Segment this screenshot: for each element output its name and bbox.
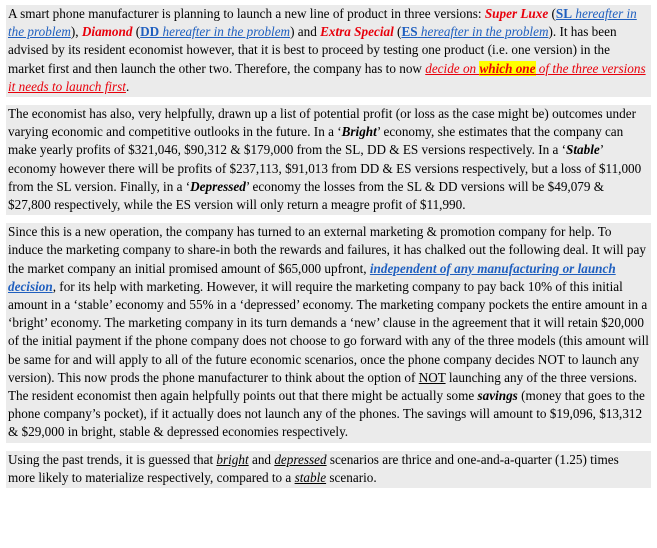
paragraph-probabilities <box>6 451 651 488</box>
not-term: NOT <box>418 369 446 385</box>
paragraph-marketing <box>6 223 651 442</box>
sl-abbreviation: SL hereafter in the problem <box>8 6 637 40</box>
independent-clause: independent of any manufacturing or launch decision <box>8 260 616 294</box>
stable-scenario: stable <box>294 469 327 485</box>
diamond-name: Diamond <box>81 24 133 40</box>
decision-statement: decide on which one of the three versions it needs to launch first <box>8 60 646 94</box>
text: ), <box>70 24 82 40</box>
bright-term: Bright <box>341 124 377 140</box>
stable-term: Stable <box>566 142 600 158</box>
text: ( <box>132 24 141 40</box>
bright-scenario: bright <box>216 451 249 467</box>
text: Since this is a new operation, the company has turned to an external marketing & promotion company for help. To induce the marketing company to share-in both the rewards and failures, it has chalked out the following deal. It will pay the market company an initial promised amount of $65,000 upfront, <box>8 224 646 276</box>
text: ’ economy however there will be profits of $237,113, $91,013 from DD & ES versions respectively, but a loss of $11,000 from the SL version. Finally, in a ‘ <box>8 142 642 194</box>
text: ’ economy the losses from the SL & DD versions will be $49,079 & $27,800 respectively, while the ES version will only return a meagre profit of $11,990. <box>8 178 605 213</box>
text: launching any of the three versions. The resident economist then again helpfully points out that there might be actually some <box>8 369 638 404</box>
es-abbreviation: ES hereafter in the problem <box>401 24 549 40</box>
text: Using the past trends, it is guessed that <box>8 451 217 467</box>
text: and <box>248 451 275 467</box>
depressed-term: Depressed <box>190 178 246 194</box>
text: ( <box>393 24 402 40</box>
text: , for its help with marketing. However, it will require the marketing company to pay back 10% of this initial amount in a ‘stable’ economy and 55% in a ‘depressed’ economy. The marketing company pockets the entire amount in a ‘bright’ economy. The marketing company in its turn demands a ‘new’ clause in the agreement that it will retain $20,000 of the initial payment if the phone company does not choose to go forward with any of the three models (this amount will be same for and will apply to all of the future economic scenarios, once the phone company decides NOT to launch any version). This now prods the phone manufacturer to think about the option of <box>8 278 649 385</box>
super-luxe-name: Super Luxe <box>484 6 549 21</box>
text: (money that goes to the phone company’s pocket), if it actually does not launch any of the phones. The savings will amount to $19,096, $13,312 & $29,000 in bright, stable & depressed economies respectively. <box>8 388 645 440</box>
text: scenario. <box>326 469 377 485</box>
text: . <box>125 78 130 94</box>
text: ) and <box>290 24 321 40</box>
text: The economist has also, very helpfully, drawn up a list of potential profit (or loss as the case might be) outcomes under varying economic and competitive outlooks in the future. In a ‘ <box>8 106 636 140</box>
text: ’ economy, she estimates that the company can make yearly profits of $321,046, $90,312 & $179,000 from the SL, DD & ES versions respectively. In a ‘ <box>8 124 624 158</box>
dd-abbreviation: DD hereafter in the problem <box>140 24 291 40</box>
extra-special-name: Extra Special <box>320 24 394 40</box>
which-one-highlight: which one <box>479 60 536 76</box>
text: ). It has been advised by its resident economist however, that it is best to proceed by testing one product (i.e. one version) in the market first and then launch the other two. Therefore, the company has to now <box>8 24 617 76</box>
paragraph-economist <box>6 105 651 215</box>
paragraph-intro <box>6 5 651 97</box>
text: scenarios are thrice and one-and-a-quarter (1.25) times more likely to materialize respectively, compared to a <box>8 451 619 485</box>
text: A smart phone manufacturer is planning to launch a new line of product in three versions: <box>8 6 485 21</box>
depressed-scenario: depressed <box>274 451 327 467</box>
text: ( <box>548 6 556 21</box>
savings-term: savings <box>477 388 518 404</box>
